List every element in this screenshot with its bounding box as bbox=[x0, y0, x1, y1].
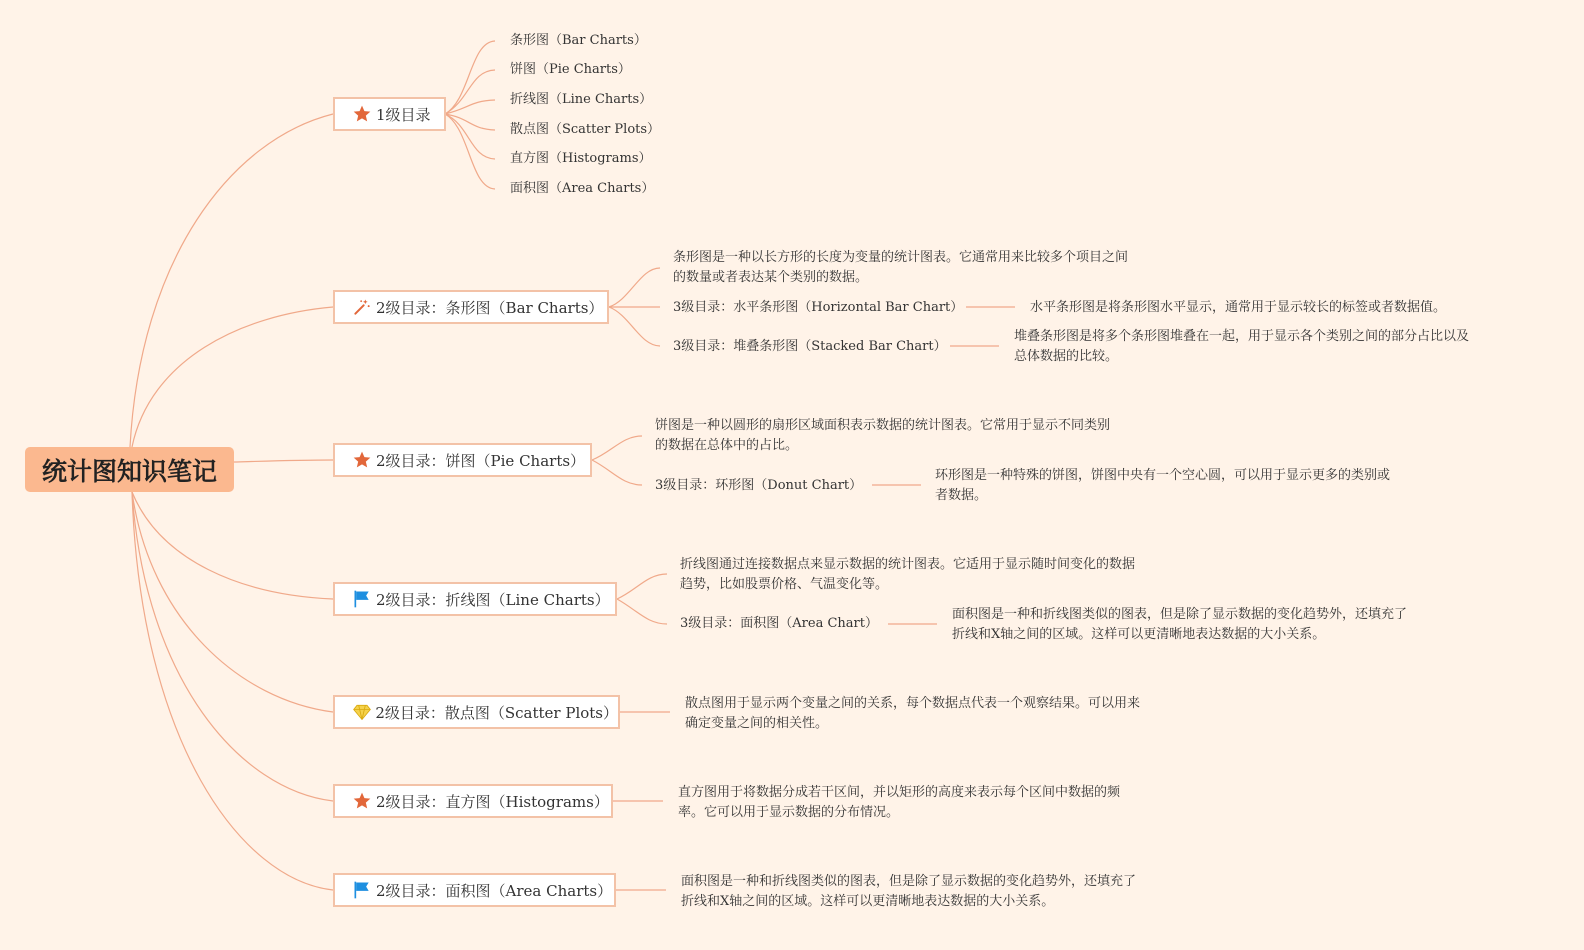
scatter-description-line1: 散点图用于显示两个变量之间的关系，每个数据点代表一个观察结果。可以用来 bbox=[685, 696, 1141, 711]
node-line-label: 2级目录：折线图（Line Charts） bbox=[376, 590, 610, 609]
link-root-toc bbox=[130, 114, 333, 447]
node-scatter[interactable] bbox=[333, 695, 620, 729]
bar-sub-horizontal-description: 水平条形图是将条形图水平显示，通常用于显示较长的标签或者数据值。 bbox=[1030, 300, 1447, 315]
bar-sub-horizontal: 3级目录：水平条形图（Horizontal Bar Chart） bbox=[673, 300, 964, 315]
root-node[interactable] bbox=[25, 447, 234, 492]
node-bar[interactable] bbox=[333, 290, 609, 324]
bar-sub-stacked-description bbox=[1014, 327, 1469, 367]
area-description-line2: 折线和X轴之间的区域。这样可以更清晰地表达数据的大小关系。 bbox=[681, 894, 1055, 909]
star-icon bbox=[351, 790, 373, 812]
line-sub-area-description-line1: 面积图是一种和折线图类似的图表，但是除了显示数据的变化趋势外，还填充了 bbox=[952, 607, 1408, 622]
node-toc[interactable] bbox=[333, 97, 446, 131]
link-line-desc bbox=[617, 574, 667, 599]
star-icon bbox=[351, 103, 373, 125]
node-hist-label: 2级目录：直方图（Histograms） bbox=[376, 792, 609, 811]
node-scatter-label: 2级目录：散点图（Scatter Plots） bbox=[375, 703, 618, 722]
line-sub-area: 3级目录：面积图（Area Chart） bbox=[680, 616, 878, 631]
hist-description-line1: 直方图用于将数据分成若干区间，并以矩形的高度来表示每个区间中数据的频 bbox=[678, 785, 1121, 800]
node-bar-label: 2级目录：条形图（Bar Charts） bbox=[376, 298, 604, 317]
bar-sub-stacked-description-line1: 堆叠条形图是将多个条形图堆叠在一起，用于显示各个类别之间的部分占比以及 bbox=[1014, 329, 1470, 344]
star-icon bbox=[351, 449, 373, 471]
line-description-line2: 趋势，比如股票价格、气温变化等。 bbox=[680, 577, 889, 592]
link-toc-1 bbox=[445, 41, 495, 114]
node-pie[interactable] bbox=[333, 443, 592, 477]
toc-item-pie: 饼图（Pie Charts） bbox=[510, 62, 631, 77]
link-pie-sub1 bbox=[592, 460, 642, 485]
diamond-icon bbox=[351, 701, 372, 723]
pie-description-line1: 饼图是一种以圆形的扇形区域面积表示数据的统计图表。它常用于显示不同类别 bbox=[655, 418, 1111, 433]
flag-icon bbox=[351, 879, 373, 901]
link-bar-desc bbox=[609, 268, 660, 307]
toc-item-line: 折线图（Line Charts） bbox=[510, 92, 653, 107]
link-root-line bbox=[132, 492, 333, 599]
scatter-description-line2: 确定变量之间的相关性。 bbox=[685, 716, 829, 731]
toc-item-scatter: 散点图（Scatter Plots） bbox=[510, 122, 661, 137]
scatter-description bbox=[685, 694, 1140, 734]
hist-description-line2: 率。它可以用于显示数据的分布情况。 bbox=[678, 805, 900, 820]
pie-sub-donut-description-line1: 环形图是一种特殊的饼图，饼图中央有一个空心圆，可以用于显示更多的类别或 bbox=[935, 468, 1391, 483]
node-pie-label: 2级目录：饼图（Pie Charts） bbox=[376, 451, 586, 470]
pie-description-line2: 的数据在总体中的占比。 bbox=[655, 438, 799, 453]
root-title: 统计图知识笔记 bbox=[41, 456, 217, 486]
toc-item-area: 面积图（Area Charts） bbox=[510, 181, 655, 196]
bar-description bbox=[673, 248, 1128, 288]
bar-description-line1: 条形图是一种以长方形的长度为变量的统计图表。它通常用来比较多个项目之间 bbox=[673, 250, 1129, 265]
area-description bbox=[681, 872, 1136, 912]
node-area[interactable] bbox=[333, 873, 616, 907]
line-sub-area-description-line2: 折线和X轴之间的区域。这样可以更清晰地表达数据的大小关系。 bbox=[952, 627, 1326, 642]
link-root-pie bbox=[234, 460, 333, 462]
line-description bbox=[680, 555, 1135, 595]
toc-item-hist: 直方图（Histograms） bbox=[510, 151, 652, 166]
bar-sub-stacked-description-line2: 总体数据的比较。 bbox=[1014, 349, 1119, 364]
pie-description bbox=[655, 416, 1110, 456]
link-root-bar bbox=[132, 307, 333, 447]
pie-sub-donut: 3级目录：环形图（Donut Chart） bbox=[655, 478, 863, 493]
flag-icon bbox=[351, 588, 373, 610]
pie-sub-donut-description-line2: 者数据。 bbox=[935, 488, 988, 503]
link-root-hist bbox=[132, 492, 333, 801]
link-toc-6 bbox=[445, 114, 495, 189]
bar-sub-stacked: 3级目录：堆叠条形图（Stacked Bar Chart） bbox=[673, 339, 947, 354]
line-description-line1: 折线图通过连接数据点来显示数据的统计图表。它适用于显示随时间变化的数据 bbox=[680, 557, 1136, 572]
link-pie-desc bbox=[592, 436, 642, 460]
line-sub-area-description bbox=[952, 605, 1407, 645]
area-description-line1: 面积图是一种和折线图类似的图表，但是除了显示数据的变化趋势外，还填充了 bbox=[681, 874, 1137, 889]
link-line-sub1 bbox=[617, 599, 667, 624]
magic-wand-icon bbox=[351, 296, 373, 318]
node-toc-label: 1级目录 bbox=[376, 105, 431, 124]
hist-description bbox=[678, 783, 1120, 823]
link-root-area bbox=[132, 492, 333, 890]
node-hist[interactable] bbox=[333, 784, 613, 818]
node-area-label: 2级目录：面积图（Area Charts） bbox=[376, 881, 613, 900]
toc-item-bar: 条形图（Bar Charts） bbox=[510, 33, 647, 48]
bar-description-line2: 的数量或者表达某个类别的数据。 bbox=[673, 270, 869, 285]
link-toc-4 bbox=[445, 114, 495, 130]
node-line[interactable] bbox=[333, 582, 617, 616]
link-bar-sub2 bbox=[609, 307, 660, 346]
pie-sub-donut-description bbox=[935, 466, 1390, 506]
link-root-scatter bbox=[132, 492, 333, 712]
